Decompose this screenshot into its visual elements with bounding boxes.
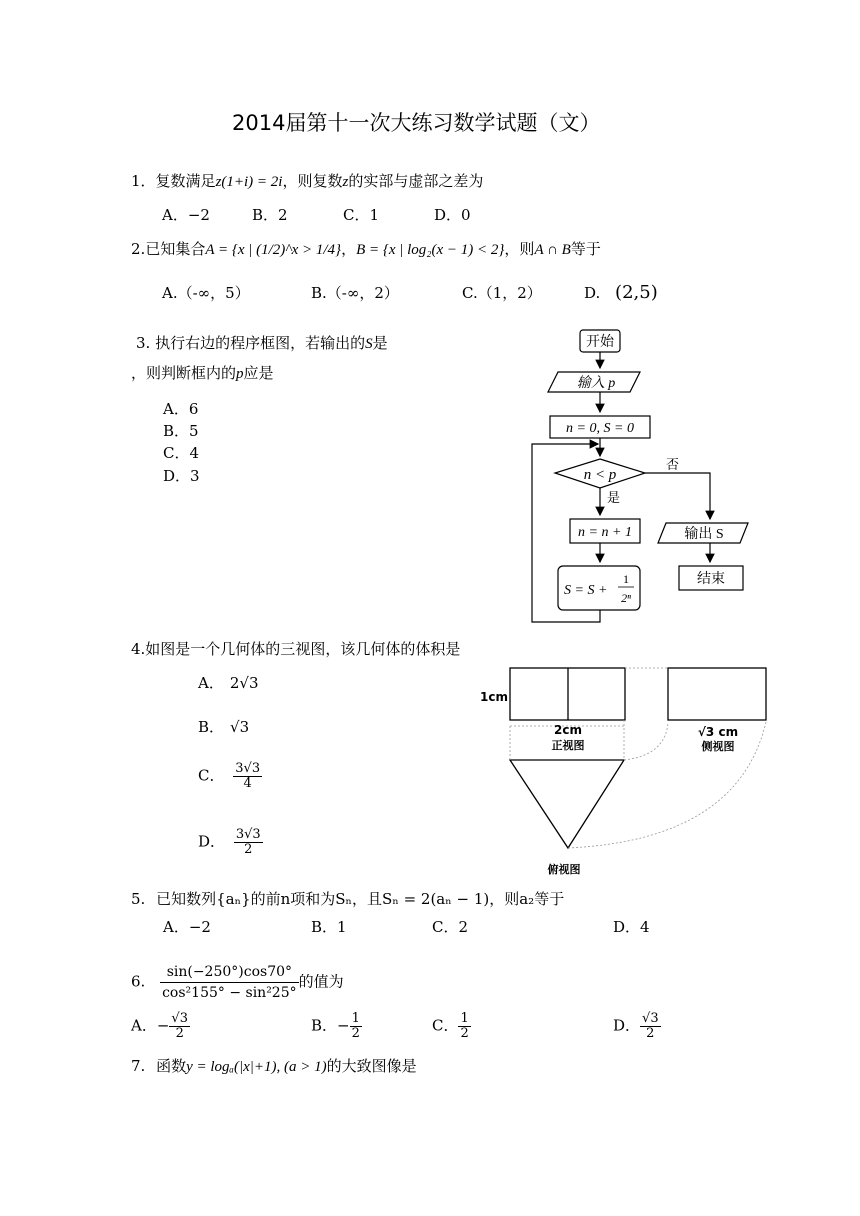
q4-option-d-label: D． xyxy=(198,832,226,851)
view-width-label: 2cm xyxy=(554,723,582,737)
flow-accum-den: 2ⁿ xyxy=(621,591,631,605)
q6-denominator: cos²155° − sin²25° xyxy=(162,985,297,1001)
flow-cond-label: n < p xyxy=(583,467,617,483)
q2-set-b: B = {x | log₂(x − 1) < 2} xyxy=(356,242,505,258)
flow-end-label: 结束 xyxy=(697,572,725,587)
q1-var: z xyxy=(342,174,349,190)
question-5 xyxy=(131,888,564,909)
q2-text-post: ，则 xyxy=(504,240,535,258)
q4-option-a xyxy=(198,672,259,693)
q4-option-b-label: B． xyxy=(198,718,225,736)
q4-option-d-den: 2 xyxy=(244,842,253,857)
q4-option-d-num: 3√3 xyxy=(235,827,261,842)
question-3 xyxy=(136,332,388,353)
q5-option-c: C．2 xyxy=(432,918,469,936)
q1-option-d: D．0 xyxy=(434,206,471,224)
page-title: 2014届第十一次大练习数学试题（文） xyxy=(232,111,601,135)
q2-text-pre: 已知集合 xyxy=(145,240,206,258)
q3-number: 3. xyxy=(136,334,151,352)
q3-text4: 应是 xyxy=(243,364,274,382)
side-width-label: √3 cm xyxy=(697,725,739,739)
flow-init-label: n = 0, S = 0 xyxy=(566,421,634,436)
side-view-label: 侧视图 xyxy=(701,740,735,753)
q2-option-c: C.（1，2） xyxy=(462,284,542,302)
q2-text-tail: 等于 xyxy=(570,240,601,258)
q1-option-b: B．2 xyxy=(252,206,288,224)
q3-option-c: C．4 xyxy=(163,444,200,462)
q4-option-a-value: 2√3 xyxy=(229,674,259,692)
top-view xyxy=(510,760,624,848)
q2-number: 2. xyxy=(131,240,146,258)
q3-var-s: S xyxy=(365,336,373,352)
q6-option-c-num: 1 xyxy=(460,1011,469,1026)
q6-option-d-den: 2 xyxy=(646,1026,655,1041)
q7-expr: y = logₐ(|x|+1), (a > 1) xyxy=(186,1059,327,1075)
q6-option-a-sign: − xyxy=(156,1016,170,1035)
q4-option-c-num: 3√3 xyxy=(235,761,261,776)
q3-text3: ，则判断框内的 xyxy=(131,364,237,382)
q1-number: 1． xyxy=(131,172,156,190)
q6-option-b-den: 2 xyxy=(351,1026,360,1041)
q6-option-a xyxy=(131,1012,190,1041)
q6-numerator: sin(−250°)cos70° xyxy=(160,962,299,983)
q6-option-a-label: A． xyxy=(131,1016,157,1035)
q6-option-c xyxy=(432,1012,471,1041)
q6-option-a-den: 2 xyxy=(175,1026,184,1041)
q4-option-c-label: C． xyxy=(198,766,225,785)
q2-option-a: A.（-∞，5） xyxy=(162,284,250,302)
question-2: 2.已知集合A = {x | (1/2)^x > 1/4}，B = {x | log₂(x − 1) < 2}，则A ∩ B等于 xyxy=(131,240,601,258)
view-height-label: 1cm xyxy=(480,690,508,704)
flow-yes-label: 是 xyxy=(607,490,621,505)
q6-option-d-num: √3 xyxy=(642,1011,659,1026)
q6-option-c-label: C． xyxy=(432,1016,459,1035)
front-view-label: 正视图 xyxy=(551,739,585,752)
flow-start-label: 开始 xyxy=(586,335,614,350)
q4-option-a-label: A． xyxy=(198,674,224,692)
flow-accum-left: S = S + xyxy=(564,583,608,598)
top-view-label: 俯视图 xyxy=(547,863,581,876)
q3-option-b: B．5 xyxy=(163,422,199,440)
question-6 xyxy=(131,962,344,1003)
q1-text-post: ，则复数 xyxy=(282,172,343,190)
q5-option-a: A．−2 xyxy=(163,918,211,936)
q4-option-c-den: 4 xyxy=(243,776,252,791)
q3-var-p: p xyxy=(236,366,244,382)
side-view xyxy=(668,668,766,720)
q2-expr: A ∩ B xyxy=(534,242,571,258)
q4-option-b-value: √3 xyxy=(230,718,250,736)
q1-text-pre: 复数满足 xyxy=(155,172,216,190)
q4-option-b xyxy=(198,716,249,737)
q1-option-a: A．−2 xyxy=(162,206,210,224)
q5-text: 已知数列{aₙ}的前n项和为Sₙ，且Sₙ = 2(aₙ − 1)，则a₂等于 xyxy=(156,890,565,908)
flow-input-label: 输入 p xyxy=(576,376,616,391)
q1-equation: z(1+i) = 2i xyxy=(215,174,283,190)
q4-option-d xyxy=(198,828,263,857)
flow-output-label: 输出 S xyxy=(684,527,724,542)
q6-option-d-label: D． xyxy=(613,1016,641,1035)
q5-option-b: B．1 xyxy=(311,918,347,936)
q6-option-b xyxy=(311,1012,362,1041)
q7-text-pre: 函数 xyxy=(156,1057,187,1075)
flow-accum-num: 1 xyxy=(623,572,629,586)
flowchart xyxy=(520,322,780,627)
q3-text2: 是 xyxy=(372,334,388,352)
flow-inc-label: n = n + 1 xyxy=(578,525,632,540)
q3-text: 执行右边的程序框图，若输出的 xyxy=(155,334,366,352)
question-1 xyxy=(131,170,483,191)
question-7 xyxy=(131,1055,417,1076)
question-4: 4.如图是一个几何体的三视图，该几何体的体积是 xyxy=(131,640,461,658)
q6-option-b-label: B． xyxy=(311,1016,338,1035)
q4-option-c xyxy=(198,762,262,791)
q6-option-a-num: √3 xyxy=(171,1011,188,1026)
q2-option-d xyxy=(584,282,658,303)
q2-option-d-label: D. xyxy=(584,284,601,302)
q6-text: 的值为 xyxy=(298,972,344,991)
q5-option-d: D．4 xyxy=(613,918,650,936)
q5-number: 5. xyxy=(131,890,146,908)
q2-set-a: A = {x | (1/2)^x > 1/4} xyxy=(205,242,342,258)
q6-option-d xyxy=(613,1012,661,1041)
q7-text-post: 的大致图像是 xyxy=(326,1057,417,1075)
question-3-line2 xyxy=(131,362,274,383)
q6-option-b-num: 1 xyxy=(351,1011,360,1026)
q1-option-c: C．1 xyxy=(343,206,380,224)
q2-option-b: B.（-∞，2） xyxy=(311,284,399,302)
q3-option-a: A．6 xyxy=(163,400,199,418)
q1-text-tail: 的实部与虚部之差为 xyxy=(348,172,484,190)
q6-option-c-den: 2 xyxy=(460,1026,469,1041)
q2-option-d-value: (2,5) xyxy=(615,282,658,303)
flow-no-label: 否 xyxy=(666,457,680,472)
q7-number: 7. xyxy=(131,1057,146,1075)
q6-option-b-sign: − xyxy=(337,1016,350,1035)
q3-option-d: D．3 xyxy=(163,467,200,485)
three-views-diagram xyxy=(478,660,778,880)
q6-number: 6. xyxy=(131,972,146,991)
